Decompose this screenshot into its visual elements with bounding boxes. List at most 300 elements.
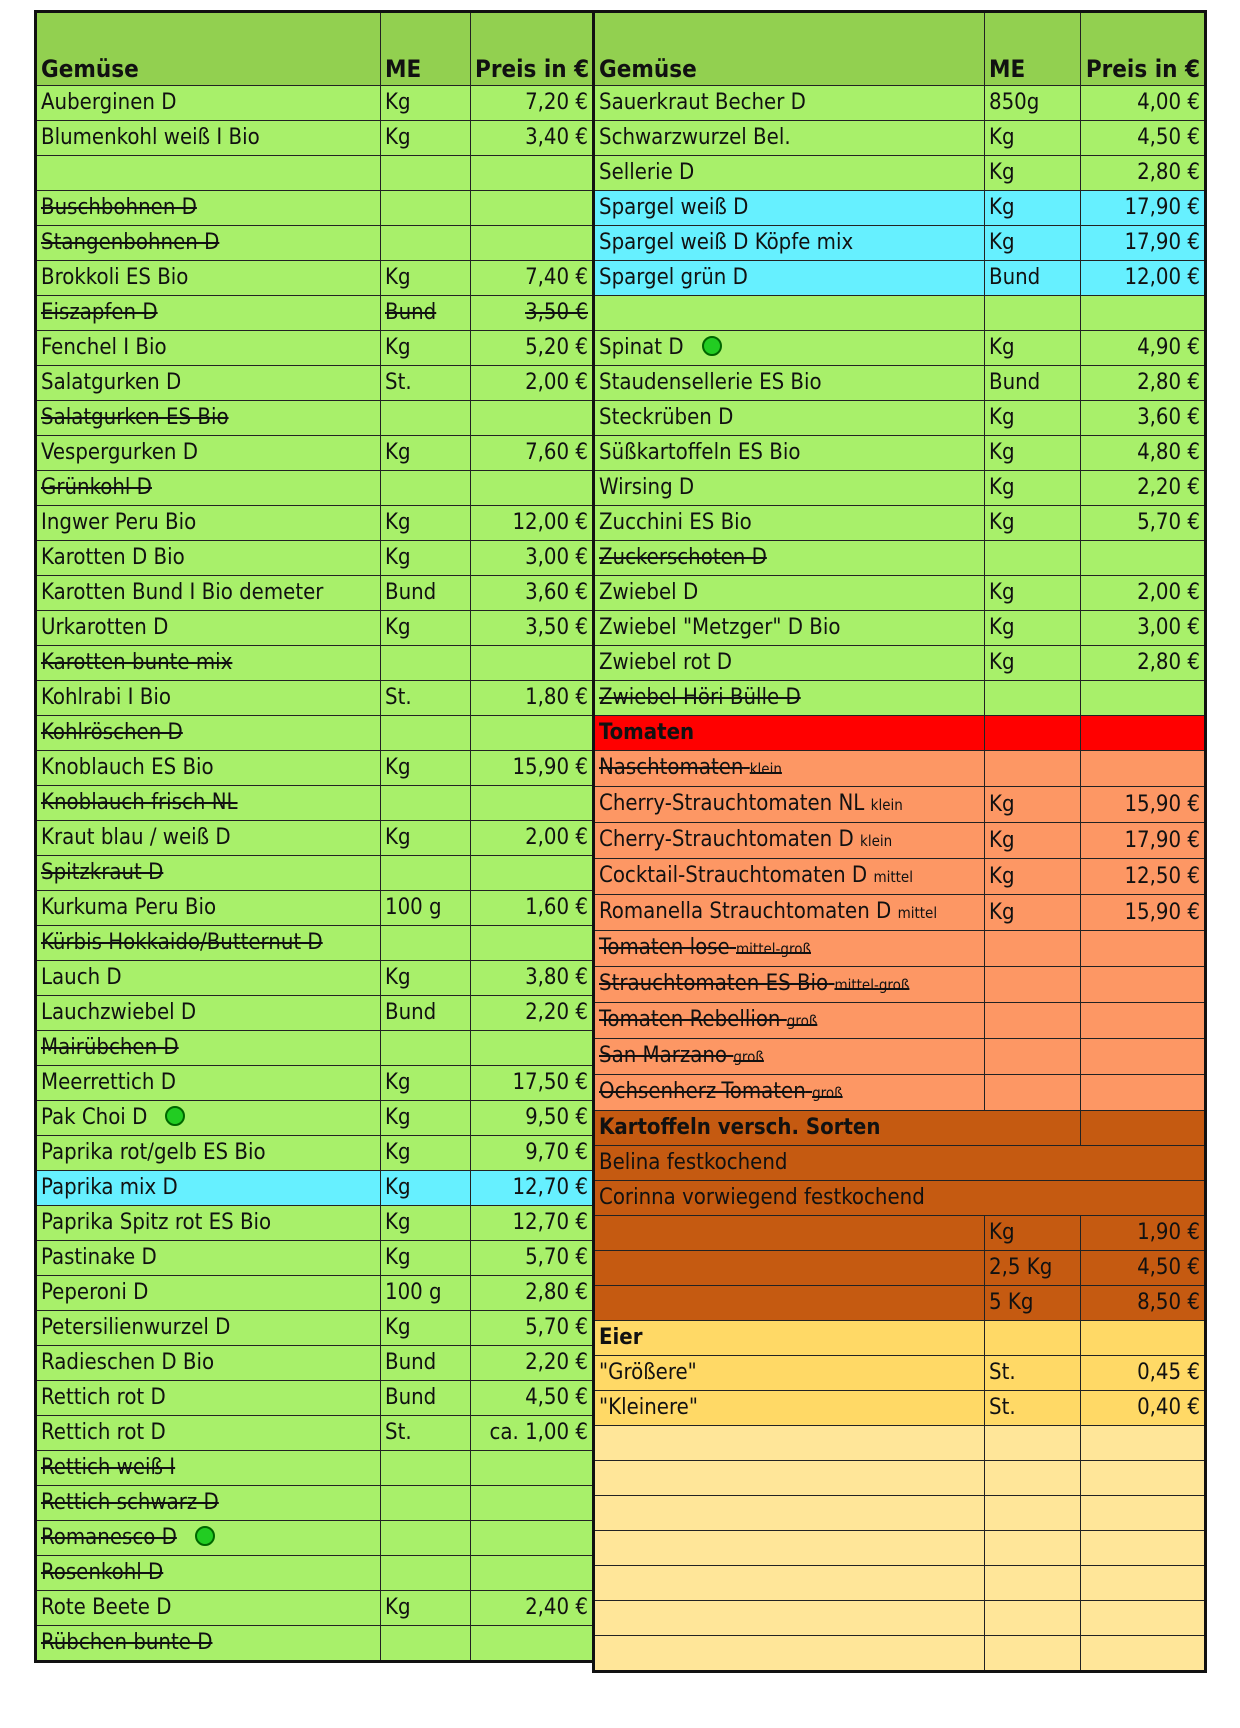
table-row — [594, 1181, 1206, 1216]
unit-cell: Kg — [985, 895, 1081, 931]
product-name-cell — [36, 1556, 381, 1591]
product-name-cell — [36, 191, 381, 226]
product-name: Naschtomaten — [599, 755, 744, 780]
product-name-cell — [594, 611, 985, 646]
unit-cell — [985, 1075, 1081, 1111]
product-name: Buschbohnen D — [41, 195, 197, 220]
price-cell — [1081, 1461, 1206, 1496]
product-name: Paprika mix D — [41, 1175, 178, 1200]
price-cell: 15,90 € — [1081, 895, 1206, 931]
table-row — [36, 681, 594, 716]
product-name-cell — [594, 296, 985, 331]
product-name-cell — [594, 1391, 985, 1426]
table-row — [36, 1556, 594, 1591]
product-name-cell — [36, 1521, 381, 1556]
product-name: Blumenkohl weiß I Bio — [41, 125, 260, 150]
price-cell — [1081, 1566, 1206, 1601]
price-cell — [1081, 1636, 1206, 1672]
unit-cell — [985, 296, 1081, 331]
product-name: Süßkartoffeln ES Bio — [599, 440, 801, 465]
product-name-cell — [36, 751, 381, 786]
product-name-cell — [36, 681, 381, 716]
table-row — [36, 1346, 594, 1381]
product-name: Karotten D Bio — [41, 545, 185, 570]
header-price: Preis in € — [471, 12, 594, 86]
product-name-cell — [594, 681, 985, 716]
price-cell — [1081, 681, 1206, 716]
product-name: Peperoni D — [41, 1280, 149, 1305]
unit-cell: Kg — [985, 401, 1081, 436]
table-row — [36, 716, 594, 751]
table-row — [594, 1636, 1206, 1672]
price-cell: 2,20 € — [471, 996, 594, 1031]
size-note: groß — [812, 1084, 843, 1102]
price-cell — [471, 716, 594, 751]
price-cell: 12,00 € — [1081, 261, 1206, 296]
unit-cell: Kg — [985, 646, 1081, 681]
product-name-cell — [594, 471, 985, 506]
unit-cell — [985, 1039, 1081, 1075]
price-cell — [471, 1451, 594, 1486]
price-cell: 5,70 € — [471, 1241, 594, 1276]
table-row — [594, 646, 1206, 681]
product-name-cell — [36, 786, 381, 821]
unit-cell: St. — [381, 1416, 471, 1451]
size-note: mittel — [873, 868, 913, 886]
product-name-cell — [594, 1003, 985, 1039]
product-name: Zwiebel rot D — [599, 650, 732, 675]
unit-cell: Bund — [381, 576, 471, 611]
size-note: mittel-groß — [736, 940, 811, 958]
product-name: Spitzkraut D — [41, 860, 164, 885]
table-row — [594, 1146, 1206, 1181]
price-list-sheet — [34, 10, 1204, 1718]
product-name: Pastinake D — [41, 1245, 157, 1270]
unit-cell — [985, 1426, 1081, 1461]
table-row — [594, 436, 1206, 471]
product-name-cell — [594, 716, 985, 751]
unit-cell: Kg — [985, 506, 1081, 541]
unit-cell: Kg — [381, 1206, 471, 1241]
price-cell: 2,80 € — [1081, 646, 1206, 681]
unit-cell: St. — [381, 366, 471, 401]
unit-cell — [985, 1003, 1081, 1039]
table-row — [594, 716, 1206, 751]
table-row — [594, 1601, 1206, 1636]
unit-cell — [985, 681, 1081, 716]
unit-cell: Kg — [381, 86, 471, 121]
unit-cell: Kg — [985, 1216, 1081, 1251]
unit-cell — [381, 401, 471, 436]
header-product: Gemüse — [594, 12, 985, 86]
product-name-cell — [36, 716, 381, 751]
table-row — [594, 1496, 1206, 1531]
table-row — [594, 401, 1206, 436]
product-name-cell — [36, 891, 381, 926]
product-name: Rote Beete D — [41, 1595, 172, 1620]
table-row — [594, 1461, 1206, 1496]
product-name-cell — [36, 856, 381, 891]
product-name-cell — [36, 926, 381, 961]
table-row — [594, 859, 1206, 895]
product-name: Belina festkochend — [599, 1150, 788, 1175]
product-name: Spargel weiß D — [599, 195, 749, 220]
size-note: klein — [860, 832, 893, 850]
price-table-right — [592, 10, 1207, 1673]
product-name-cell — [36, 121, 381, 156]
unit-cell: Kg — [381, 1101, 471, 1136]
price-cell — [471, 191, 594, 226]
product-name-cell — [594, 436, 985, 471]
price-cell: 7,20 € — [471, 86, 594, 121]
price-cell: 2,20 € — [1081, 471, 1206, 506]
product-name-cell — [36, 261, 381, 296]
product-name: Cherry-Strauchtomaten D — [599, 827, 854, 852]
unit-cell: Kg — [381, 1136, 471, 1171]
product-name-cell — [36, 1346, 381, 1381]
product-name: Knoblauch ES Bio — [41, 755, 214, 780]
product-name: Karotten Bund I Bio demeter — [41, 580, 324, 605]
product-name: Rettich rot D — [41, 1420, 166, 1445]
product-name: Urkarotten D — [41, 615, 169, 640]
table-row — [594, 1111, 1206, 1146]
product-name: Wirsing D — [599, 475, 695, 500]
price-cell: 0,40 € — [1081, 1391, 1206, 1426]
unit-cell: St. — [985, 1356, 1081, 1391]
table-row — [36, 1416, 594, 1451]
price-cell: 17,90 € — [1081, 823, 1206, 859]
header-row — [594, 12, 1206, 86]
price-cell — [471, 401, 594, 436]
price-table-left — [34, 10, 595, 1663]
price-cell — [471, 1031, 594, 1066]
price-cell: 9,70 € — [471, 1136, 594, 1171]
price-cell: 1,90 € — [1081, 1216, 1206, 1251]
table-row — [36, 1031, 594, 1066]
unit-cell — [381, 191, 471, 226]
product-name: Tomaten Rebellion — [599, 1007, 781, 1032]
table-row — [36, 331, 594, 366]
product-name: "Größere" — [599, 1360, 697, 1385]
table-row — [36, 1101, 594, 1136]
price-cell: 12,00 € — [471, 506, 594, 541]
table-row — [36, 926, 594, 961]
price-cell — [1081, 931, 1206, 967]
product-name: Schwarzwurzel Bel. — [599, 125, 791, 150]
price-cell — [1081, 1321, 1206, 1356]
table-row — [594, 506, 1206, 541]
product-name-cell — [594, 1426, 985, 1461]
unit-cell — [381, 926, 471, 961]
product-name-cell — [594, 1636, 985, 1672]
product-name: Zwiebel "Metzger" D Bio — [599, 615, 841, 640]
product-name-cell — [36, 1241, 381, 1276]
table-row — [594, 576, 1206, 611]
unit-cell — [381, 1521, 471, 1556]
unit-cell: 5 Kg — [985, 1286, 1081, 1321]
table-row — [36, 1311, 594, 1346]
table-row — [36, 471, 594, 506]
unit-cell: Kg — [985, 823, 1081, 859]
price-cell — [471, 856, 594, 891]
price-cell: 1,80 € — [471, 681, 594, 716]
product-name-cell — [36, 506, 381, 541]
product-name: Sauerkraut Becher D — [599, 90, 806, 115]
price-cell: 2,80 € — [471, 1276, 594, 1311]
product-name-cell — [594, 1111, 1081, 1146]
product-name-cell — [594, 787, 985, 823]
table-row — [594, 1251, 1206, 1286]
table-row — [36, 366, 594, 401]
price-cell: 12,70 € — [471, 1171, 594, 1206]
price-cell — [1081, 541, 1206, 576]
product-name: Paprika Spitz rot ES Bio — [41, 1210, 272, 1235]
price-cell: 2,00 € — [471, 366, 594, 401]
unit-cell: Kg — [381, 1311, 471, 1346]
product-name: Spargel weiß D Köpfe mix — [599, 230, 854, 255]
price-cell: 2,40 € — [471, 1591, 594, 1626]
product-name: Rettich rot D — [41, 1385, 166, 1410]
product-name: Radieschen D Bio — [41, 1350, 215, 1375]
price-cell — [471, 471, 594, 506]
table-row — [36, 1241, 594, 1276]
product-name: Steckrüben D — [599, 405, 734, 430]
unit-cell — [381, 1626, 471, 1662]
size-note: mittel — [897, 904, 938, 922]
unit-cell: Kg — [381, 121, 471, 156]
product-name-cell — [594, 646, 985, 681]
table-row — [594, 1426, 1206, 1461]
table-row — [36, 541, 594, 576]
product-name: Lauch D — [41, 965, 122, 990]
product-name-cell — [594, 366, 985, 401]
table-row — [36, 191, 594, 226]
price-cell: 2,80 € — [1081, 366, 1206, 401]
price-cell: 5,70 € — [1081, 506, 1206, 541]
product-name: Kurkuma Peru Bio — [41, 895, 217, 920]
unit-cell: Kg — [985, 156, 1081, 191]
price-cell: 2,20 € — [471, 1346, 594, 1381]
unit-cell: Bund — [381, 996, 471, 1031]
table-row — [36, 1066, 594, 1101]
product-name-cell — [36, 1066, 381, 1101]
price-cell — [1081, 1003, 1206, 1039]
price-cell — [471, 1521, 594, 1556]
price-cell: 15,90 € — [471, 751, 594, 786]
table-row — [36, 261, 594, 296]
product-name-cell — [36, 471, 381, 506]
product-name-cell — [594, 751, 985, 787]
product-name: "Kleinere" — [599, 1395, 698, 1420]
table-row — [594, 1003, 1206, 1039]
table-row — [594, 681, 1206, 716]
unit-cell: Kg — [985, 436, 1081, 471]
table-row — [594, 1356, 1206, 1391]
product-name: Cocktail-Strauchtomaten D — [599, 863, 868, 888]
unit-cell: Bund — [381, 296, 471, 331]
product-name: Paprika rot/gelb ES Bio — [41, 1140, 266, 1165]
header-product: Gemüse — [36, 12, 381, 86]
product-name: Rettich weiß I — [41, 1455, 176, 1480]
price-cell: 5,70 € — [471, 1311, 594, 1346]
product-name-cell — [36, 1486, 381, 1521]
price-cell: 15,90 € — [1081, 787, 1206, 823]
price-cell: 4,50 € — [1081, 1251, 1206, 1286]
price-cell: 4,50 € — [1081, 121, 1206, 156]
table-row — [594, 1075, 1206, 1111]
price-cell — [1081, 967, 1206, 1003]
product-name-cell — [36, 366, 381, 401]
product-name-cell — [594, 226, 985, 261]
product-name-cell — [594, 121, 985, 156]
product-name-cell — [594, 1216, 985, 1251]
price-cell — [471, 1556, 594, 1591]
size-note: mittel-groß — [834, 976, 910, 994]
unit-cell: Kg — [381, 541, 471, 576]
product-name: Eiszapfen D — [41, 300, 158, 325]
product-name-cell — [36, 1206, 381, 1241]
product-name: Knoblauch frisch NL — [41, 790, 238, 815]
product-name: Strauchtomaten ES Bio — [599, 971, 829, 996]
product-name: Zwiebel Höri Bülle D — [599, 685, 801, 710]
table-row — [594, 1321, 1206, 1356]
unit-cell: 850g — [985, 86, 1081, 121]
price-cell: 7,40 € — [471, 261, 594, 296]
unit-cell — [985, 541, 1081, 576]
unit-cell: Kg — [985, 121, 1081, 156]
product-name: Corinna vorwiegend festkochend — [599, 1185, 925, 1210]
unit-cell: Kg — [985, 787, 1081, 823]
price-cell: 3,00 € — [471, 541, 594, 576]
price-cell: 2,00 € — [1081, 576, 1206, 611]
unit-cell — [985, 931, 1081, 967]
table-row — [594, 541, 1206, 576]
product-name-cell — [36, 436, 381, 471]
table-row — [36, 996, 594, 1031]
product-name-cell — [594, 506, 985, 541]
product-name: Mairübchen D — [41, 1035, 179, 1060]
product-name-cell — [594, 261, 985, 296]
product-name: Ochsenherz-Tomaten — [599, 1079, 806, 1104]
unit-cell — [985, 1601, 1081, 1636]
price-cell — [471, 1486, 594, 1521]
unit-cell: Bund — [381, 1346, 471, 1381]
table-row — [594, 787, 1206, 823]
table-row — [594, 331, 1206, 366]
table-row — [594, 823, 1206, 859]
table-row — [36, 821, 594, 856]
table-row — [36, 751, 594, 786]
product-name-cell — [594, 1461, 985, 1496]
product-name-cell — [594, 1566, 985, 1601]
table-row — [594, 931, 1206, 967]
product-name-cell — [594, 931, 985, 967]
price-cell — [471, 1626, 594, 1662]
product-name-cell — [36, 646, 381, 681]
product-name-cell — [594, 859, 985, 895]
table-row — [36, 1486, 594, 1521]
product-name-cell — [594, 1601, 985, 1636]
product-name-cell — [36, 296, 381, 331]
unit-cell — [985, 1566, 1081, 1601]
product-name-cell — [36, 1416, 381, 1451]
table-row — [36, 786, 594, 821]
price-cell: 1,60 € — [471, 891, 594, 926]
product-name-cell — [594, 541, 985, 576]
table-row — [594, 86, 1206, 121]
price-cell: 17,90 € — [1081, 226, 1206, 261]
price-cell: 4,80 € — [1081, 436, 1206, 471]
product-name-cell — [594, 1286, 985, 1321]
header-unit: ME — [985, 12, 1081, 86]
unit-cell — [381, 856, 471, 891]
price-cell: 3,80 € — [471, 961, 594, 996]
unit-cell: Kg — [381, 1171, 471, 1206]
unit-cell — [381, 786, 471, 821]
price-cell — [471, 786, 594, 821]
unit-cell: Kg — [381, 1241, 471, 1276]
price-cell: 4,00 € — [1081, 86, 1206, 121]
product-name-cell — [594, 156, 985, 191]
table-row — [36, 86, 594, 121]
table-row — [594, 366, 1206, 401]
unit-cell — [985, 1461, 1081, 1496]
product-name: Vespergurken D — [41, 440, 198, 465]
price-cell: 0,45 € — [1081, 1356, 1206, 1391]
size-note: groß — [786, 1012, 818, 1030]
table-row — [594, 751, 1206, 787]
unit-cell — [381, 1556, 471, 1591]
product-name: San Marzano — [599, 1043, 728, 1068]
table-row — [594, 1216, 1206, 1251]
unit-cell: Kg — [381, 751, 471, 786]
table-row — [36, 576, 594, 611]
unit-cell — [381, 1486, 471, 1521]
price-cell: 3,00 € — [1081, 611, 1206, 646]
product-name: Spargel grün D — [599, 265, 748, 290]
table-row — [36, 1171, 594, 1206]
product-name: Pak Choi D — [41, 1105, 148, 1130]
product-name-cell — [594, 1531, 985, 1566]
unit-cell — [985, 1531, 1081, 1566]
price-cell: 17,50 € — [471, 1066, 594, 1101]
price-cell — [471, 926, 594, 961]
product-name-cell — [36, 541, 381, 576]
price-cell — [1081, 1039, 1206, 1075]
unit-cell — [381, 1031, 471, 1066]
product-name-cell — [36, 1136, 381, 1171]
product-name-cell — [36, 1451, 381, 1486]
table-row — [594, 611, 1206, 646]
product-name: Spinat D — [599, 335, 684, 360]
table-row — [36, 1591, 594, 1626]
product-name: Staudensellerie ES Bio — [599, 370, 822, 395]
product-name-cell — [594, 1321, 985, 1356]
product-name: Petersilienwurzel D — [41, 1315, 231, 1340]
unit-cell — [381, 646, 471, 681]
price-cell: 3,50 € — [471, 296, 594, 331]
table-row — [594, 296, 1206, 331]
table-row — [36, 856, 594, 891]
price-cell — [1081, 1496, 1206, 1531]
product-name: Romanesco D — [41, 1525, 177, 1550]
product-name-cell — [36, 156, 381, 191]
table-row — [36, 296, 594, 331]
product-name-cell — [594, 1075, 985, 1111]
product-name: Tomaten lose — [599, 935, 730, 960]
unit-cell: Kg — [381, 506, 471, 541]
unit-cell: Kg — [381, 611, 471, 646]
